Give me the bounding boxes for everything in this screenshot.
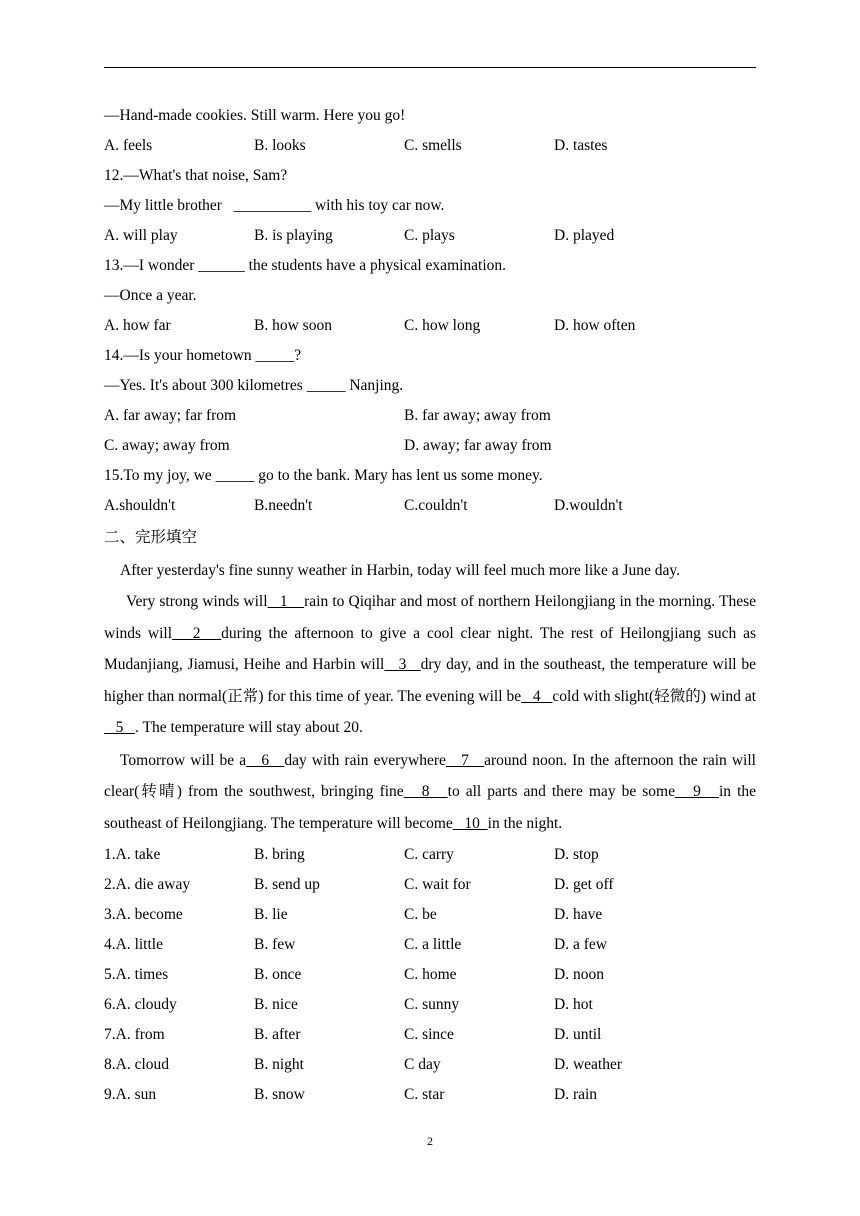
cloze-option-row <box>104 960 756 990</box>
option-c: C. carry <box>404 846 454 863</box>
option-c: C. be <box>404 906 437 923</box>
page-content <box>104 101 756 1110</box>
option-a: 5.A. times <box>104 966 169 983</box>
cloze-blank-2: 2 <box>172 624 222 642</box>
q14-options-row2 <box>104 431 756 461</box>
q14-options-row1 <box>104 401 756 431</box>
option-c: C. plays <box>404 227 455 244</box>
cloze-option-row <box>104 1080 756 1110</box>
option-d: D. noon <box>554 966 604 983</box>
cloze-blank-3: 3 <box>384 656 421 673</box>
option-b: B. night <box>254 1056 304 1073</box>
passage-text: during the afternoon to give a cool clear night. The rest of Heilongjiang such as Mudanjiang, Jiamusi, Heihe and Harbin will <box>104 624 756 673</box>
option-a: A. far away; far from <box>104 407 237 424</box>
cloze-blank-5: 5 <box>104 719 135 736</box>
q11-answer-line: —Hand-made cookies. Still warm. Here you go! <box>104 107 406 124</box>
option-c: C.couldn't <box>404 497 468 514</box>
option-b: B.needn't <box>254 497 313 514</box>
passage-text: in the night. <box>487 814 563 832</box>
option-a: 3.A. become <box>104 906 183 923</box>
option-b: B. how soon <box>254 317 332 334</box>
q14-reply: —Yes. It's about 300 kilometres _____ Nanjing. <box>104 377 404 394</box>
option-d: D.wouldn't <box>554 497 623 514</box>
cloze-option-row <box>104 1050 756 1080</box>
q13-options <box>104 311 756 341</box>
passage-text: day with rain everywhere <box>284 751 446 769</box>
cloze-blank-6: 6 <box>246 751 285 769</box>
cloze-option-row <box>104 900 756 930</box>
option-d: D. played <box>554 227 615 244</box>
passage-paragraph-2 <box>104 586 756 744</box>
option-a: A. will play <box>104 227 178 244</box>
cloze-blank-4: 4 <box>521 687 553 705</box>
page-number: 2 <box>427 1134 433 1148</box>
option-a: 2.A. die away <box>104 876 191 893</box>
option-a: A. feels <box>104 137 153 154</box>
option-b: B. send up <box>254 876 320 893</box>
option-c: C. how long <box>404 317 481 334</box>
option-d: D. how often <box>554 317 636 334</box>
option-d: D. rain <box>554 1086 598 1103</box>
option-d: D. stop <box>554 846 599 863</box>
q11-options <box>104 131 756 161</box>
q12-options <box>104 221 756 251</box>
option-d: D. a few <box>554 936 607 953</box>
q13-reply: —Once a year. <box>104 287 197 304</box>
passage-text: cold with slight(轻微的) wind at <box>552 687 757 705</box>
passage-paragraph-1: After yesterday's fine sunny weather in Harbin, today will feel much more like a June day. <box>120 562 681 579</box>
option-b: B. lie <box>254 906 288 923</box>
option-a: 8.A. cloud <box>104 1056 170 1073</box>
option-a: 6.A. cloudy <box>104 996 177 1013</box>
passage-text: Very strong winds will <box>126 593 268 610</box>
option-c: C. star <box>404 1086 445 1103</box>
option-a: 7.A. from <box>104 1026 165 1043</box>
option-d: D. get off <box>554 876 614 893</box>
option-a: 9.A. sun <box>104 1086 157 1103</box>
q15-stem: 15.To my joy, we _____ go to the bank. Mary has lent us some money. <box>104 467 543 484</box>
option-b: B. few <box>254 936 296 953</box>
option-d: D. away; far away from <box>404 437 552 454</box>
option-c: C. away; away from <box>104 437 230 454</box>
option-c: C. home <box>404 966 457 983</box>
option-b: B. looks <box>254 137 306 154</box>
option-d: D. hot <box>554 996 593 1013</box>
cloze-option-row <box>104 870 756 900</box>
option-b: B. bring <box>254 846 305 863</box>
cloze-option-row <box>104 930 756 960</box>
option-b: B. is playing <box>254 227 333 244</box>
q14-stem: 14.—Is your hometown _____? <box>104 347 302 364</box>
passage-paragraph-3 <box>104 745 756 840</box>
option-d: D. weather <box>554 1056 622 1073</box>
q12-reply-after: with his toy car now. <box>311 197 445 214</box>
section-title: 二、完形填空 <box>104 529 198 546</box>
option-d: D. tastes <box>554 137 608 154</box>
cloze-blank-9: 9 <box>675 783 719 800</box>
option-b: B. once <box>254 966 302 983</box>
q12-blank: __________ <box>221 197 312 214</box>
header-rule <box>104 67 756 68</box>
cloze-option-row <box>104 1020 756 1050</box>
passage-text: in the southeast of Heilongjiang. The temperature will become <box>104 783 757 832</box>
option-d: D. have <box>554 906 603 923</box>
passage-text: dry day, and in the southeast, the temperature will be higher than normal(正常) for this time of year. The evening will be <box>104 656 757 705</box>
option-b: B. snow <box>254 1086 305 1103</box>
option-c: C. sunny <box>404 996 460 1013</box>
option-a: A. how far <box>104 317 171 334</box>
q12-reply <box>104 191 756 221</box>
option-c: C. since <box>404 1026 454 1043</box>
cloze-options <box>104 840 756 1110</box>
option-a: A.shouldn't <box>104 497 176 514</box>
option-c: C. a little <box>404 936 462 953</box>
option-b: B. after <box>254 1026 301 1043</box>
option-c: C. wait for <box>404 876 471 893</box>
option-a: 1.A. take <box>104 846 161 863</box>
q12-reply-before: —My little brother <box>104 197 222 214</box>
cloze-blank-1: 1 <box>267 593 305 610</box>
passage-text: rain to Qiqihar and most of northern Heilongjiang in the morning. These winds will <box>104 593 756 642</box>
cloze-blank-8: 8 <box>403 783 448 800</box>
q12-stem: 12.—What's that noise, Sam? <box>104 167 288 184</box>
cloze-option-row <box>104 990 756 1020</box>
option-c: C. smells <box>404 137 462 154</box>
passage-text: . The temperature will stay about 20. <box>135 719 363 736</box>
cloze-blank-10: 10 <box>452 814 488 832</box>
q15-options <box>104 491 756 521</box>
cloze-option-row <box>104 840 756 870</box>
option-c: C day <box>404 1056 441 1073</box>
option-a: 4.A. little <box>104 936 163 953</box>
passage-text: Tomorrow will be a <box>120 751 247 769</box>
option-b: B. far away; away from <box>404 407 551 424</box>
option-b: B. nice <box>254 996 298 1013</box>
cloze-blank-7: 7 <box>445 751 485 769</box>
passage-text: to all parts and there may be some <box>447 783 675 800</box>
option-d: D. until <box>554 1026 602 1043</box>
q13-stem: 13.—I wonder ______ the students have a physical examination. <box>104 257 507 274</box>
passage-text: around noon. In the afternoon the rain will clear(转晴) from the southwest, bringing fine <box>104 751 756 800</box>
